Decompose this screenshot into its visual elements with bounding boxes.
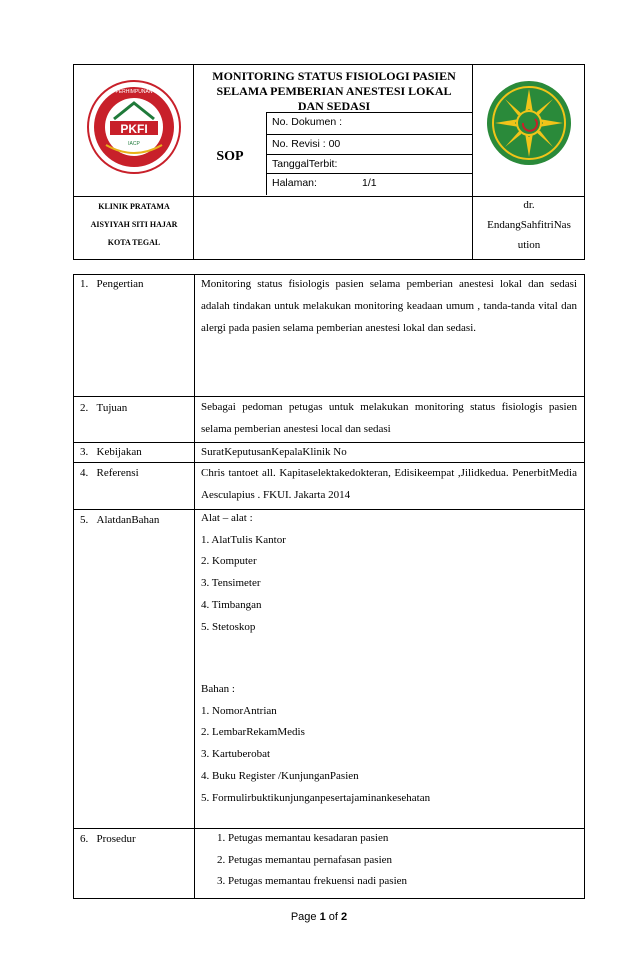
revision-number: No. Revisi : 00 [272,138,341,150]
list-item: 1. AlatTulis Kantor [201,533,286,546]
list-item: 2. Komputer [201,555,257,568]
list-item: 4. Timbangan [201,598,262,611]
list-item: 1. Petugas memantau kesadaran pasien [217,832,389,844]
bahan-heading: Bahan : [201,683,235,695]
alat-list [201,508,286,638]
alat-heading: Alat – alat : [201,512,253,524]
svg-text:PERHIMPUNAN: PERHIMPUNAN [115,89,153,95]
sop-header-table [73,64,585,260]
list-item: 3. Petugas memantau frekuensi nadi pasien [217,875,408,888]
divider [266,173,472,174]
page-value: 1/1 [362,177,377,189]
divider [74,509,584,510]
page-footer: Page 1 of 2 [290,911,348,923]
pengertian-text: Monitoring status fisiologis pasien selama pemberian anestesi lokal dan sedasi adalah tindakan untuk melakukan monitoring keadaan umum , tanda-tanda vital dan alergi pada pasien selama pemberian anestesi lokal dan sedasi. [201,278,577,334]
aisyiyah-logo [485,79,573,167]
list-item: 3. Kartuberobat [201,748,271,761]
list-item: 4. Buku Register /KunjunganPasien [201,769,359,782]
kebijakan-text: SuratKeputusanKepalaKlinik No [201,446,347,458]
section-label-pengertian: 1. Pengertian [80,278,144,290]
doc-number: No. Dokumen : [272,116,343,128]
sop-content-table [73,274,585,899]
page-label: Halaman: [272,177,317,189]
section-label-alat-bahan: 5. AlatdanBahan [80,514,160,526]
sop-label: SOP [216,149,244,164]
divider [194,275,195,898]
document-title: MONITORING STATUS FISIOLOGI PASIEN SELAMA PEMBERIAN ANESTESI LOKAL DAN SEDASI [212,69,456,113]
divider [266,134,472,135]
pkfi-logo [86,79,182,175]
prosedur-list [217,828,407,893]
clinic-name: KLINIK PRATAMA AISYIYAH SITI HAJAR KOTA TEGAL [90,202,178,247]
issue-date: TanggalTerbit: [272,158,338,170]
section-label-referensi: 4. Referensi [80,467,139,479]
logo-sub: IACP [128,141,140,147]
list-item: 3. Tensimeter [201,577,261,590]
list-item: 1. NomorAntrian [201,704,277,717]
section-label-prosedur: 6. Prosedur [80,833,136,845]
list-item: 5. Formulirbuktikunjunganpesertajaminankesehatan [201,791,431,804]
doctor-name: dr. EndangSahfitriNas ution [487,199,571,251]
section-label-kebijakan: 3. Kebijakan [80,446,142,458]
tujuan-text: Sebagai pedoman petugas untuk melakukan monitoring status fisiologis pasien selama pemberian anestesi local dan sedasi [201,401,577,435]
list-item: 2. LembarRekamMedis [201,726,305,739]
list-item: 2. Petugas memantau pernafasan pasien [217,853,393,866]
list-item: 5. Stetoskop [201,620,256,633]
referensi-text: Chris tantoet all. Kapitaselektakedokteran, Edisikeempat ,Jilidkedua. PenerbitMedia Aesculapius . FKUI. Jakarta 2014 [201,467,577,501]
logo-name: PKFI [120,122,148,136]
section-label-tujuan: 2. Tujuan [80,402,128,414]
bahan-list [201,679,430,809]
divider [266,154,472,155]
